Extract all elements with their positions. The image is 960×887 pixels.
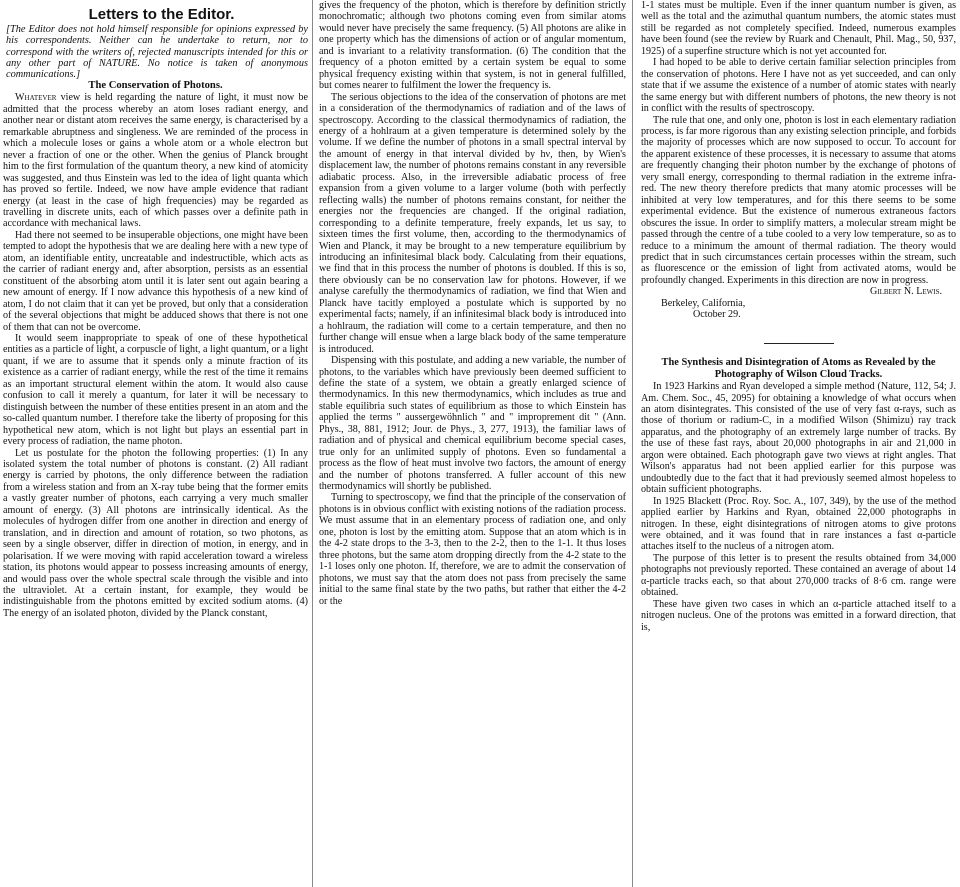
author-address: Berkeley, California, [661, 297, 746, 309]
letter-1-paragraph: 1-1 states must be multiple. Even if the inner quantum number is given, as well as the total and the azimuthal quantum numbers, the atomic states must still be regarded as not completely specified. Indeed, numerous examples have been found (see the review by Ruark and Chenault, Phil. Mag., 50, 937, 1925) of a superfine structure which is not yet accounted for. [641, 0, 956, 57]
column-2 [312, 0, 632, 887]
letter-date: October 29. [693, 309, 741, 321]
section-title: Letters to the Editor. [88, 6, 235, 23]
letter-2-title: The Synthesis and Disintegration of Atoms as Revealed by the Photography of Wilson Cloud Tracks. [661, 356, 936, 380]
lead-word: Whatever [15, 92, 57, 104]
letter-2-paragraph: In 1925 Blackett (Proc. Roy. Soc. A., 107, 349), by the use of the method applied earlier by Harkins and Ryan, obtained 22,000 photographs in nitrogen. In these, eight disintegrations of nitrogen atoms to give protons were obtained, and it was found that in rare instances a fast α-particle attaches itself to the nucleus of a nitrogen atom. [641, 495, 956, 553]
letter-1-title: The Conservation of Photons. [88, 80, 223, 92]
letter-1-paragraph: Dispensing with this postulate, and adding a new variable, the number of photons, to the variables which have previously been deemed sufficient to define the state of a system, we obtain a greatly enlarged science of thermodynamics. In this new thermodynamics, which includes as true and stable equilibria such states of equilibrium as those to which Einstein has applied the terms " aussergewöhnlich " and " improprement dit " (Ann. Phys., 38, 881, 1912; Jour. de Phys., 3, 277, 1913), the familiar laws of radiation and of physical and chemical equilibrium become special cases, true only for an unlimited supply of photons. Even so fundamental a process as the flow of heat must involve two factors, the amount of energy and the number of photons transferred. A fuller account of this new thermodynamics will shortly be published. [319, 355, 626, 493]
letter-2-paragraph: These have given two cases in which an α-particle attached itself to a nitrogen nucleus. One of the protons was emitted in a forward direction, that is, [641, 598, 956, 633]
letter-1-paragraph: Turning to spectroscopy, we find that the principle of the conservation of photons is in obvious conflict with existing notions of the radiation process. We must assume that in an elementary process of radiation one, and only one, photon is lost by the emitting atom. Suppose that an atom which is in the 4-2 state drops to the 3-3, then to the 2-2, then to the 1-1. It thus loses three photons, but the same atom dropping directly from the 4-2 state to the 1-1 loses only one photon. If, therefore, we are to admit the conservation of photons, we must say that the atom does not pass from precisely the same initial to the same final state by the two paths, but rather that either the 4-2 or the [319, 492, 626, 607]
editor-note: [The Editor does not hold himself responsible for opinions expressed by his correspondents. Neither can he undertake to return, nor to correspond with the writers of, rejected manuscripts intended for this or any other part of NATURE. No notice is taken of anonymous communications.] [6, 24, 308, 81]
letter-1-paragraph-text: view is held regarding the nature of light, it must now be admitted that the process whereby an atom loses radiant energy, and another near or distant atom receives the same energy, is characterised by a remarkable abruptness and singleness. We are reminded of the process in which a molecule loses or gains a whole atom or a whole electron but never a fraction of one or the other. When the genius of Planck brought him to the first formulation of the quantum theory, a new kind of atomicity was suggested, and thus Einstein was led to the idea of light quanta which has proved so fertile. Indeed, we now have ample evidence that radiant energy (at least in the case of high frequencies) may be regarded as travelling in discrete units, each of which passes over a definite path in accordance with mechanical laws. [3, 92, 308, 230]
letter-1-paragraph: gives the frequency of the photon, which is therefore by definition strictly monochromatic; although two photons coming even from similar atoms would never have precisely the same frequency. (5) All photons are alike in one property which has the dimensions of action or of angular momentum, and is invariant to a relativity transformation. (6) The condition that the frequency of a photon emitted by a certain system be equal to some physical frequency existing within that system, is not in general fulfilled, but comes nearer to fulfilment the lower the frequency is. [319, 0, 626, 92]
letter-1-paragraph: Had there not seemed to be insuperable objections, one might have been tempted to adopt the hypothesis that we are dealing here with a new type of atom, an identifiable entity, uncreatable and indestructible, which acts as the carrier of radiant energy and, after absorption, persists as an essential constituent of the absorbing atom until it is later sent out again bearing a new amount of energy. If I now advance this hypothesis of a new kind of atom, I do not claim that it can yet be proved, but only that a consideration of the several objections that might be adduced shows that there is not one of them that can not be overcome. [3, 229, 308, 333]
letter-1-paragraph: The rule that one, and only one, photon is lost in each elementary radiation process, is far more rigorous than any existing selection principle, and forbids the majority of processes which are now supposed to occur. To account for the apparent existence of these processes, it is necessary to assume that atoms are frequently changing their photon number by the exchange of photons of very small energy, corresponding to thermal radiation in the extreme infra-red. The new theory therefore predicts that many atomic processes will be inhibited at very low temperatures, and for this there seems to be some experimental evidence. But the existence of numerous extraneous factors obscures the issue. In order to simplify matters, a molecular stream might be passed through the centre of a tube cooled to a very low temperature, so as to reduce to a minimum the amount of thermal radiation. The theory would predict that in such circumstances certain processes within the stream, such as fluorescence or the emission of light from activated atoms, would be profoundly changed. Experiments in this direction are now in progress. [641, 114, 956, 286]
column-1 [0, 0, 312, 887]
letter-1-paragraph [3, 92, 308, 229]
author-signature: Gilbert N. Lewis. [869, 286, 942, 298]
letter-1-paragraph: I had hoped to be able to derive certain familiar selection principles from the conservation of photons. Here I have not as yet succeeded, and can only state that if we assume the existence of a number of atomic states with nearly the same energy but with different numbers of photons, the new theory is not in conflict with the results of spectroscopy. [641, 57, 956, 115]
letter-1-paragraph: The serious objections to the idea of the conservation of photons are met in a consideration of the thermodynamics of radiation and of the laws of spectroscopy. According to the classical thermodynamics of radiation, the energy of a hohlraum at a given temperature is determined solely by the volume. If we define the number of photons in a small spectral interval by the amount of energy in that interval divided by hν, then, by Wien's displacement law, the number of photons remains constant in any reversible adiabatic process. Also, in the irreversible adiabatic process of free expansion from a given volume to a larger volume (both with perfectly reflecting walls) the number of photons remains constant, for neither the energies nor the frequencies are changed. If the original radiation, corresponding to a definite temperature, freely expands, let us say, to sixteen times the first volume, then, according to the thermodynamics of Wien and Planck, it may be brought to a new temperature equilibrium by introducing an infinitesimal black body. Calculating from their equations, we find that in this process the number of photons is doubled. If this is so, there obviously can be no conservation law for photons. However, if we analyse carefully the thermodynamics of radiation, we find that Wien and Planck have tacitly employed a postulate which is supported by no experimental facts; namely, if an infinitesimal black body is introduced into a hohlraum, the radiation will come to a certain temperature, and then no further change will ensue when a large black body of the same temperature is introduced. [319, 91, 626, 355]
column-3 [632, 0, 960, 887]
letter-1-paragraph: Let us postulate for the photon the following properties: (1) In any isolated system the total number of photons is constant. (2) All radiant energy is carried by photons, the only difference between the radiation from a wireless station and from an X-ray tube being that the former emits a vastly greater number of photons, each carrying a very much smaller amount of energy. (3) All photons are intrinsically identical. As the molecules of hydrogen differ from one another in direction and energy of translation, and in direction and amount of rotation, so two photons, as seen by a single observer, differ in direction of motion, in energy, and in polarisation. If we were moving with rapid acceleration toward a wireless station, its photons would appear to possess increasing amounts of energy, and would pass over the whole spectral scale through the visible and into the ultraviolet. At a certain instant, for example, they would be indistinguishable from the photons emitted by excited sodium atoms. (4) The energy of an isolated photon, divided by the Planck constant, [3, 447, 308, 619]
letter-2-paragraph: In 1923 Harkins and Ryan developed a simple method (Nature, 112, 54; J. Am. Chem. Soc., 45, 2095) for obtaining a knowledge of what occurs when an atom disintegrates. This consisted of the use of very fast α-rays, such as those of thorium or radium-C, in a modified Wilson (Shimizu) ray track apparatus, and the photography of an extremely large number of tracks. By the use of these fast rays, about 20,000 photographs in air and 21,000 in argon were obtained. Each photograph gave two views at right angles. That Wilson's apparatus had not been applied earlier for this purpose was undoubtedly due to the fact that it had previously seemed almost hopeless to obtain sufficient photographs. [641, 381, 956, 496]
letter-2-paragraph: The purpose of this letter is to present the results obtained from 34,000 photographs not previously reported. These contained an average of about 14 α-particle tracks each, so that about 270,000 tracks of 8·6 cm. range were obtained. [641, 552, 956, 599]
section-divider [764, 343, 834, 344]
letter-1-paragraph: It would seem inappropriate to speak of one of these hypothetical entities as a particle of light, a corpuscle of light, a light quantum, or a light quant, if we are to assume that it spends only a minute fraction of its existence as a carrier of radiant energy, while the rest of the time it remains as an important structural element within the atom. It would also cause confusion to call it merely a quantum, for later it will be necessary to distinguish between the number of these entities present in an atom and the so-called quantum number. I therefore take the liberty of proposing for this hypothetical new atom, which is not light but plays an essential part in every process of radiation, the name photon. [3, 333, 308, 448]
